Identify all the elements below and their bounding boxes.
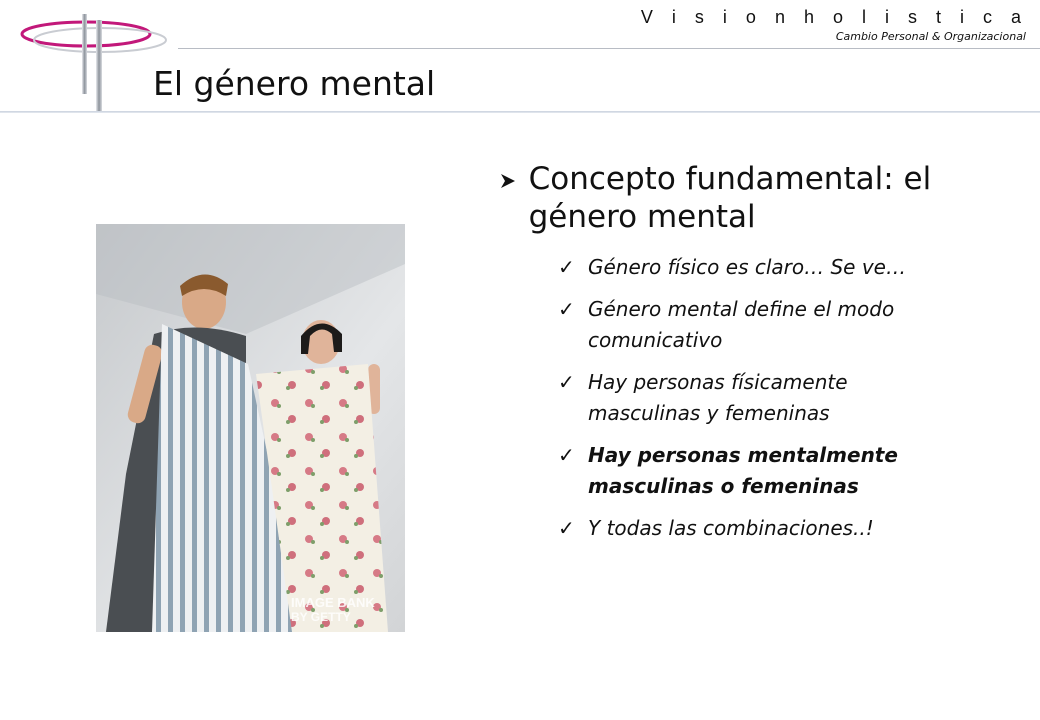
brand-block xyxy=(641,6,1028,43)
sub-bullet-text: Hay personas mentalmente masculinas o femeninas xyxy=(588,443,898,498)
slide-title: El género mental xyxy=(153,64,436,103)
checkmark-icon: ✓ xyxy=(558,516,575,540)
sub-bullet-item xyxy=(558,513,938,544)
photo-couple-with-fabric xyxy=(96,224,405,632)
sub-bullet-text: Hay personas físicamente masculinas y femeninas xyxy=(588,370,848,425)
sub-bullet-text: Género físico es claro… Se ve… xyxy=(588,255,906,279)
slide-content xyxy=(500,160,1010,555)
checkmark-icon: ✓ xyxy=(558,370,575,394)
sub-bullet-list xyxy=(558,252,938,544)
sub-bullet-text: Y todas las combinaciones..! xyxy=(588,516,874,540)
checkmark-icon: ✓ xyxy=(558,297,575,321)
arrowhead-icon xyxy=(500,160,529,194)
visionholistica-logo-icon xyxy=(14,10,174,115)
checkmark-icon: ✓ xyxy=(558,255,575,279)
main-bullet-text: Concepto fundamental: el género mental xyxy=(528,161,932,235)
sub-bullet-item xyxy=(558,440,938,502)
brand-tagline: Cambio Personal & Organizacional xyxy=(835,30,1026,43)
brand-name: V i s i o n h o l i s t i c a xyxy=(640,7,1028,27)
photo-watermark-line2: BY GETTY xyxy=(291,610,351,624)
checkmark-icon: ✓ xyxy=(558,443,575,467)
title-rule xyxy=(0,111,1040,113)
photo-watermark-line1: IMAGE BANK xyxy=(291,595,375,610)
header-rule xyxy=(178,48,1040,49)
sub-bullet-item xyxy=(558,294,938,356)
sub-bullet-item xyxy=(558,367,938,429)
sub-bullet-item xyxy=(558,252,938,283)
sub-bullet-text: Género mental define el modo comunicativo xyxy=(588,297,895,352)
main-bullet xyxy=(500,160,1010,236)
